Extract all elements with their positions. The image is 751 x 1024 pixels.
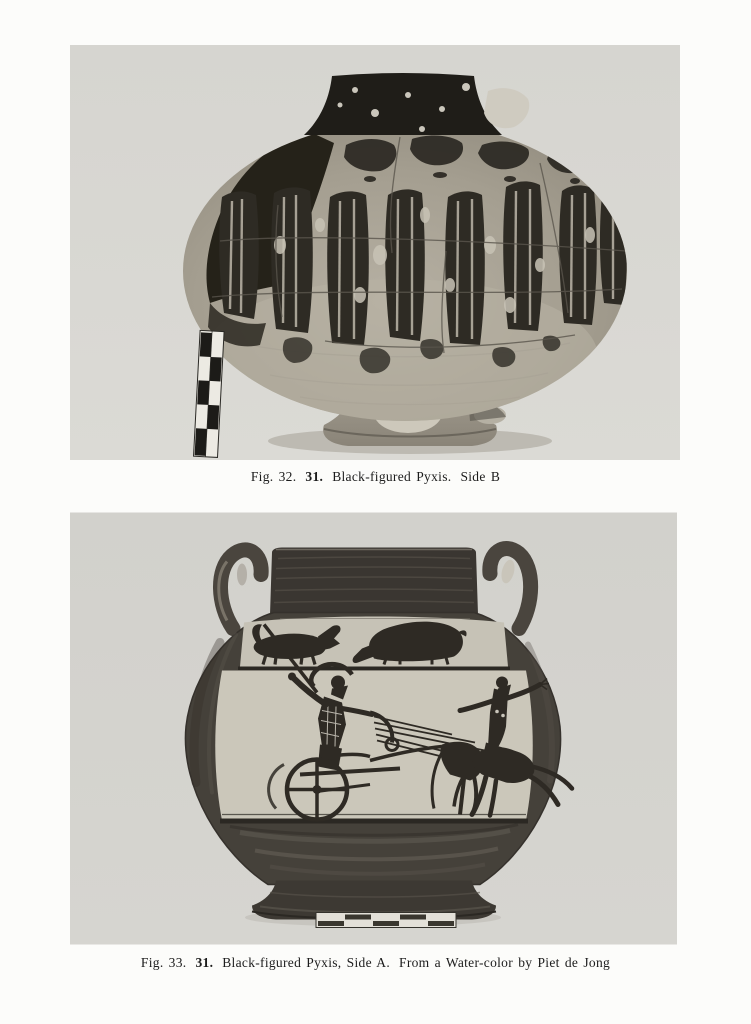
fig-33-detail: From a Water-color by Piet de Jong <box>399 955 611 970</box>
caption-fig-32 <box>0 469 751 485</box>
fig-33-title: Black-figured Pyxis, Side A. <box>222 955 391 970</box>
fig-32-catalog-number: 31. <box>305 469 324 484</box>
fig-32-title: Black-figured Pyxis. <box>332 469 452 484</box>
pyxis-side-a-watercolor <box>70 512 677 945</box>
pyxis-side-b-photograph <box>70 45 680 460</box>
scale-bar-horizontal <box>316 913 456 928</box>
fig-33-label: Fig. 33. <box>140 955 187 970</box>
caption-fig-33 <box>0 955 751 971</box>
fig-32-detail: Side B <box>460 469 501 484</box>
pyxis-side-a-illustration <box>70 512 677 945</box>
vase-neck <box>270 548 478 615</box>
fig-32-label: Fig. 32. <box>250 469 297 484</box>
fig-33-catalog-number: 31. <box>195 955 214 970</box>
pyxis-side-b-illustration <box>70 45 680 460</box>
